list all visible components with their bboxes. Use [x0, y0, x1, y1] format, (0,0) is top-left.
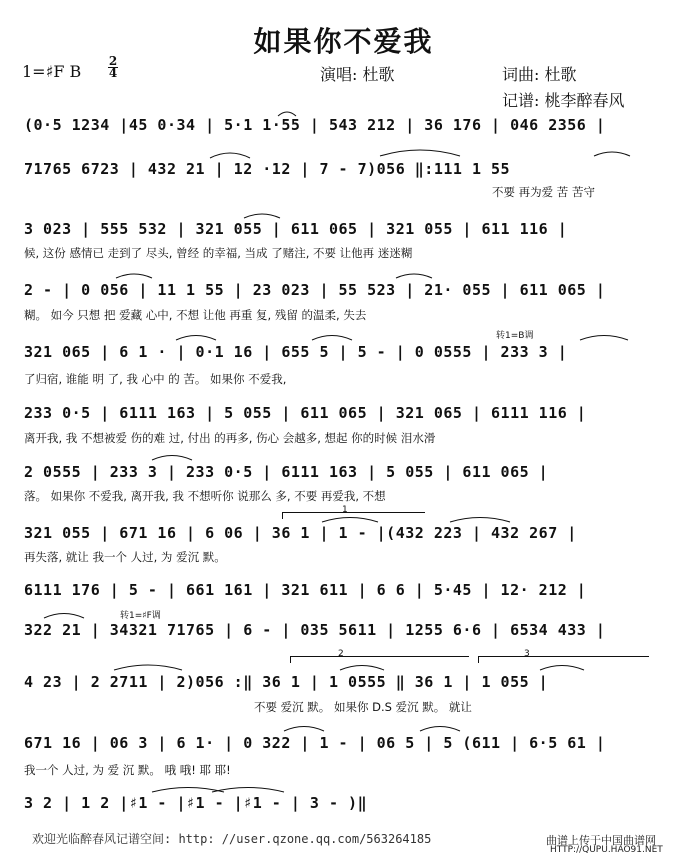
watermark-site-url: HTTP://QUPU.HAO91.NET	[550, 845, 663, 855]
score-row-6-lyrics: 离开我, 我 不想被爱 伤的难 过, 付出 的再多, 伤心 会越多, 想起 你的时候 泪水滑	[24, 431, 436, 445]
score-row-3-lyrics: 候, 这份 感情已 走到了 尽头, 曾经 的幸福, 当成 了赌注, 不要 让他再 迷迷糊	[24, 246, 413, 260]
slur-1	[278, 112, 296, 116]
score-row-8-notes: 321 055 | 671 16 | 6 06 | 36 1 | 1 - |(432 223 | 432 267 |	[24, 524, 577, 542]
slur-7	[396, 274, 432, 278]
score-row-9-notes: 6111 176 | 5 - | 661 161 | 321 611 | 6 6 | 5·45 | 12· 212 |	[24, 581, 587, 599]
slur-13	[450, 518, 510, 523]
slur-3	[380, 150, 460, 156]
slur-5	[244, 214, 280, 218]
slur-8	[176, 336, 216, 341]
composer-credit: 词曲: 杜歌	[502, 65, 577, 84]
transcriber-credit: 记谱: 桃李醉春风	[502, 91, 625, 110]
slur-9	[312, 336, 352, 341]
score-row-11-lyrics: 不要 爱沉 默。 如果你 D.S 爱沉 默。 就让	[254, 700, 472, 714]
slur-17	[540, 666, 584, 671]
volta-number-3: 3	[524, 649, 530, 659]
score-row-4-lyrics: 糊。 如今 只想 把 爱藏 心中, 不想 让他 再重 复, 残留 的温柔, 失去	[24, 308, 367, 322]
footer-credit: 欢迎光临醉春风记谱空间: http: //user.qzone.qq.com/563264185	[32, 832, 432, 846]
score-row-4-notes: 2 - | 0 056 | 11 1 55 | 23 023 | 55 523 | 21· 055 | 611 065 |	[24, 281, 606, 299]
time-sig-top: 2	[108, 54, 118, 68]
score-row-2-lyrics: 不要 再为爱 苦 苦守	[492, 185, 595, 199]
volta-number-2: 2	[338, 649, 344, 659]
slur-15	[114, 665, 182, 670]
score-row-12-notes: 671 16 | 06 3 | 6 1· | 0 322 | 1 - | 06 5 | 5 (611 | 6·5 61 |	[24, 734, 606, 752]
slur-14	[44, 614, 84, 619]
slur-6	[116, 274, 152, 278]
key-signature: 1=♯F B	[22, 62, 82, 81]
score-row-6-notes: 233 0·5 | 6111 163 | 5 055 | 611 065 | 321 065 | 6111 116 |	[24, 404, 587, 422]
score-row-8-lyrics: 再失落, 就让 我一个 人过, 为 爱沉 默。	[24, 550, 226, 564]
watermark-site-name: 曲谱上传于中国曲谱网	[546, 834, 656, 847]
score-row-10-notes: 322 21 | 34321 71765 | 6 - | 035 5611 | 1255 6·6 | 6534 433 |	[24, 621, 606, 639]
score-row-11-notes: 4 23 | 2 2711 | 2)056 :‖ 36 1 | 1 0555 ‖ 36 1 | 1 055 |	[24, 673, 549, 691]
score-row-13-notes: 3 2 | 1 2 |♯1 - |♯1 - |♯1 - | 3 - )‖	[24, 794, 368, 812]
score-row-7-notes: 2 0555 | 233 3 | 233 0·5 | 6111 163 | 5 055 | 611 065 |	[24, 463, 549, 481]
singer-credit: 演唱: 杜歌	[320, 65, 395, 84]
slur-10	[580, 336, 628, 341]
slur-11	[152, 456, 192, 461]
modulation-label-b: 转1=B调	[496, 331, 534, 341]
score-row-5-lyrics: 了归宿, 谁能 明 了, 我 心中 的 苦。 如果你 不爱我,	[24, 372, 287, 386]
score-row-3-notes: 3 023 | 555 532 | 321 055 | 611 065 | 321 055 | 611 116 |	[24, 220, 568, 238]
score-row-12-lyrics: 我一个 人过, 为 爱 沉 默。 哦 哦! 耶 耶!	[24, 763, 231, 777]
slur-18	[284, 727, 324, 732]
score-row-7-lyrics: 落。 如果你 不爱我, 离开我, 我 不想听你 说那么 多, 不要 再爱我, 不想	[24, 489, 386, 503]
volta-number-1: 1	[342, 505, 348, 515]
score-row-2-notes: 71765 6723 | 432 21 | 12 ·12 | 7 - 7)056 ‖:111 1 55	[24, 160, 511, 178]
modulation-label-fsharp: 转1=♯F调	[120, 611, 161, 621]
slur-2	[210, 153, 250, 158]
slur-16	[340, 666, 384, 671]
slur-4	[594, 152, 630, 156]
slur-19	[420, 727, 460, 732]
score-row-1-notes: (0·5 1234 |45 0·34 | 5·1 1·55 | 543 212 | 36 176 | 046 2356 |	[24, 116, 606, 134]
slur-12	[322, 518, 378, 523]
time-sig-bottom: 4	[108, 66, 118, 80]
song-title: 如果你不爱我	[253, 25, 434, 58]
score-row-5-notes: 321 065 | 6 1 · | 0·1 16 | 655 5 | 5 - | 0 0555 | 233 3 |	[24, 343, 568, 361]
